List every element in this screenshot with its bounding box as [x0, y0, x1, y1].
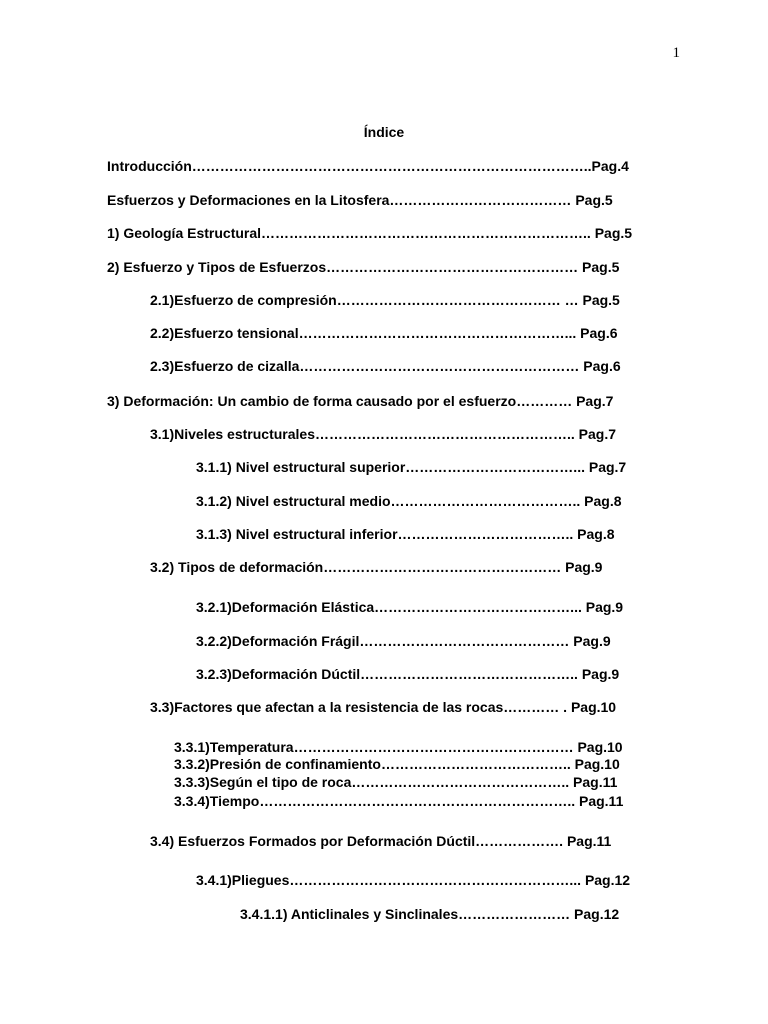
toc-entry-3-2: 3.2) Tipos de deformación…………………………………………… Pag.9	[150, 559, 603, 575]
toc-entry-3-2-3: 3.2.3)Deformación Dúctil……………………………………….. Pag.9	[196, 666, 620, 682]
toc-entry-2: 2) Esfuerzo y Tipos de Esfuerzos……………………………………………… Pag.5	[107, 259, 620, 275]
toc-entry-3-3-2: 3.3.2)Presión de confinamiento………………………………….. Pag.10	[174, 756, 620, 772]
toc-entry-3: 3) Deformación: Un cambio de forma causado por el esfuerzo………… Pag.7	[107, 393, 614, 409]
toc-entry-3-3-1: 3.3.1)Temperatura…………………………………………………… Pag.10	[174, 739, 623, 755]
toc-entry-3-1-3: 3.1.3) Nivel estructural inferior……………………………….. Pag.8	[196, 526, 615, 542]
toc-entry-3-3-3: 3.3.3)Según el tipo de roca……………………………………….. Pag.11	[174, 774, 618, 790]
toc-entry-3-1: 3.1)Niveles estructurales……………………………………………….. Pag.7	[150, 426, 616, 442]
toc-entry-introduccion: Introducción…………………………………………………………………………..Pag.4	[107, 158, 629, 174]
toc-entry-2-3: 2.3)Esfuerzo de cizalla…………………………………………………… Pag.6	[150, 358, 621, 374]
page-title: Índice	[363, 124, 405, 140]
toc-entry-2-1: 2.1)Esfuerzo de compresión………………………………………… … Pag.5	[150, 292, 620, 308]
toc-entry-3-2-2: 3.2.2)Deformación Frágil……………………………………… Pag.9	[196, 633, 611, 649]
toc-entry-3-3: 3.3)Factores que afectan a la resistencia de las rocas………… . Pag.10	[150, 699, 617, 715]
toc-entry-1: 1) Geología Estructural…………………………………………………………….. Pag.5	[107, 225, 633, 241]
toc-entry-2-2: 2.2)Esfuerzo tensional…………………………………………………... Pag.6	[150, 325, 618, 341]
toc-entry-3-3-4: 3.3.4)Tiempo………………………………………………………….. Pag.11	[174, 793, 624, 809]
toc-entry-3-4: 3.4) Esfuerzos Formados por Deformación Dúctil………………. Pag.11	[150, 833, 612, 849]
toc-entry-3-4-1-1: 3.4.1.1) Anticlinales y Sinclinales…………………… Pag.12	[240, 906, 620, 922]
toc-entry-3-1-1: 3.1.1) Nivel estructural superior………………………………... Pag.7	[196, 459, 627, 475]
toc-entry-3-1-2: 3.1.2) Nivel estructural medio………………………………….. Pag.8	[196, 493, 622, 509]
toc-entry-3-4-1: 3.4.1)Pliegues……………………………………………………... Pag.12	[196, 872, 631, 888]
toc-entry-esfuerzos-deformaciones: Esfuerzos y Deformaciones en la Litosfera………………………………… Pag.5	[107, 192, 613, 208]
page-number: 1	[672, 45, 680, 61]
toc-entry-3-2-1: 3.2.1)Deformación Elástica……………………………………... Pag.9	[196, 599, 624, 615]
